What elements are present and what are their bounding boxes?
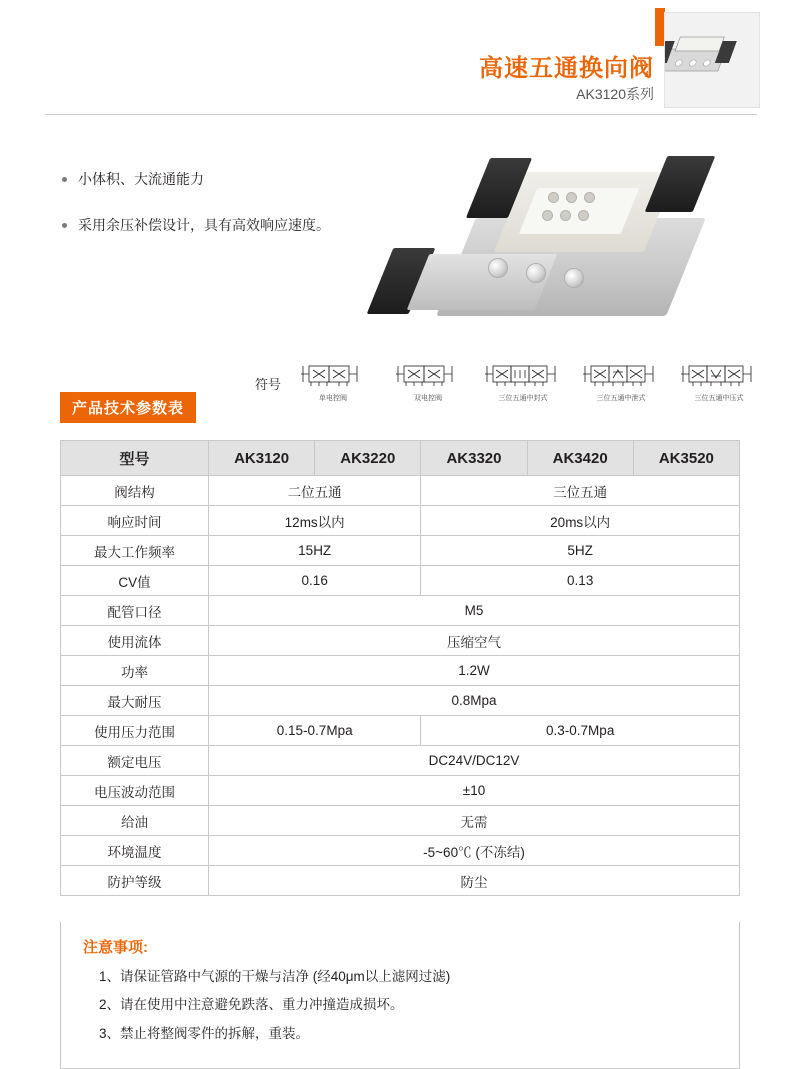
page-subtitle: AK3120系列 <box>576 86 654 102</box>
spec-table <box>60 440 740 896</box>
table-row-label: 阀结构 <box>61 476 209 506</box>
table-cell: 压缩空气 <box>209 626 740 656</box>
table-row-label: 最大工作频率 <box>61 536 209 566</box>
valve-symbol-icon <box>485 360 561 390</box>
solenoid-coil <box>645 156 716 212</box>
table-cell: 0.15-0.7Mpa <box>209 716 421 746</box>
table-header-row <box>61 441 740 476</box>
note-line: 1、请保证管路中气源的干燥与洁净 (经40μm以上滤网过滤) <box>99 969 451 984</box>
product-thumbnail <box>664 12 760 108</box>
note-line: 3、禁止将整阀零件的拆解，重装。 <box>99 1025 310 1041</box>
port-hole <box>584 192 595 203</box>
note-line: 2、请在使用中注意避免跌落、重力冲撞造成损坏。 <box>99 997 404 1013</box>
output-port <box>488 258 508 278</box>
table-header-model: AK3120 <box>209 441 315 476</box>
table-cell: 二位五通 <box>209 476 421 506</box>
symbol-pressure-center <box>681 360 757 403</box>
feature-item: 采用余压补偿设计，具有高效响应速度。 <box>60 216 360 236</box>
table-cell: ±10 <box>209 776 740 806</box>
table-cell: 1.2W <box>209 656 740 686</box>
notes-box <box>60 922 740 1069</box>
valve-thumb-icon <box>665 13 759 107</box>
valve-symbol-icon <box>301 360 365 390</box>
table-header-label: 型号 <box>61 441 209 476</box>
table-row-label: 功率 <box>61 656 209 686</box>
symbol-double-solenoid <box>390 360 466 403</box>
table-row-label: 配管口径 <box>61 596 209 626</box>
table-cell: 20ms以内 <box>421 506 740 536</box>
page-header <box>0 0 800 120</box>
table-row <box>61 746 740 776</box>
output-port <box>564 268 584 288</box>
notes-title: 注意事项: <box>83 939 148 956</box>
valve-symbol-icon <box>583 360 659 390</box>
table-row-label: 响应时间 <box>61 506 209 536</box>
port-hole <box>548 192 559 203</box>
table-row-label: 给油 <box>61 806 209 836</box>
table-header-model: AK3220 <box>315 441 421 476</box>
port-hole <box>560 210 571 221</box>
table-cell: 0.13 <box>421 566 740 596</box>
table-row <box>61 866 740 896</box>
valve-symbol-icon <box>396 360 460 390</box>
table-cell: M5 <box>209 596 740 626</box>
table-row-label: 使用流体 <box>61 626 209 656</box>
feature-item: 小体积、大流通能力 <box>60 170 360 190</box>
table-cell: 0.16 <box>209 566 421 596</box>
port-hole <box>566 192 577 203</box>
table-row-label: CV值 <box>61 566 209 596</box>
table-cell: -5~60℃ (不冻结) <box>209 836 740 866</box>
table-header-model: AK3420 <box>527 441 633 476</box>
table-cell: 5HZ <box>421 536 740 566</box>
symbol-row-label: 符号 <box>255 377 282 392</box>
section-title: 产品技术参数表 <box>60 392 196 423</box>
table-row-label: 使用压力范围 <box>61 716 209 746</box>
table-header-model: AK3320 <box>421 441 527 476</box>
table-row <box>61 716 740 746</box>
table-row-label: 最大耐压 <box>61 686 209 716</box>
table-cell: 0.8Mpa <box>209 686 740 716</box>
port-hole <box>542 210 553 221</box>
table-row-label: 额定电压 <box>61 746 209 776</box>
table-row-label: 防护等级 <box>61 866 209 896</box>
table-cell: 0.3-0.7Mpa <box>421 716 740 746</box>
table-cell: 15HZ <box>209 536 421 566</box>
table-row-label: 环境温度 <box>61 836 209 866</box>
table-row <box>61 806 740 836</box>
table-row <box>61 476 740 506</box>
symbol-single-solenoid <box>295 360 371 403</box>
product-photo <box>360 130 760 360</box>
table-row <box>61 566 740 596</box>
table-row <box>61 596 740 626</box>
symbol-caption: 三位五通中压式 <box>694 395 744 402</box>
symbol-caption: 三位五通中封式 <box>498 395 548 402</box>
table-cell: 无需 <box>209 806 740 836</box>
table-cell: 防尘 <box>209 866 740 896</box>
table-header-model: AK3520 <box>633 441 739 476</box>
table-cell: DC24V/DC12V <box>209 746 740 776</box>
table-cell: 三位五通 <box>421 476 740 506</box>
table-row <box>61 656 740 686</box>
symbol-caption: 单电控阀 <box>319 395 347 402</box>
output-port <box>526 263 546 283</box>
feature-list <box>60 170 360 261</box>
symbol-caption: 三位五通中泄式 <box>596 395 646 402</box>
table-row <box>61 506 740 536</box>
symbol-exhaust-center <box>583 360 659 403</box>
table-row <box>61 626 740 656</box>
symbol-row <box>255 360 760 420</box>
port-hole <box>578 210 589 221</box>
table-row <box>61 776 740 806</box>
header-divider <box>45 114 757 115</box>
table-cell: 12ms以内 <box>209 506 421 536</box>
table-row <box>61 686 740 716</box>
symbol-caption: 双电控阀 <box>414 395 442 402</box>
spec-table-wrapper <box>60 440 740 896</box>
table-row-label: 电压波动范围 <box>61 776 209 806</box>
valve-symbol-icon <box>681 360 757 390</box>
table-row <box>61 836 740 866</box>
table-row <box>61 536 740 566</box>
page-title: 高速五通换向阀 <box>479 55 654 82</box>
symbol-closed-center <box>485 360 561 403</box>
